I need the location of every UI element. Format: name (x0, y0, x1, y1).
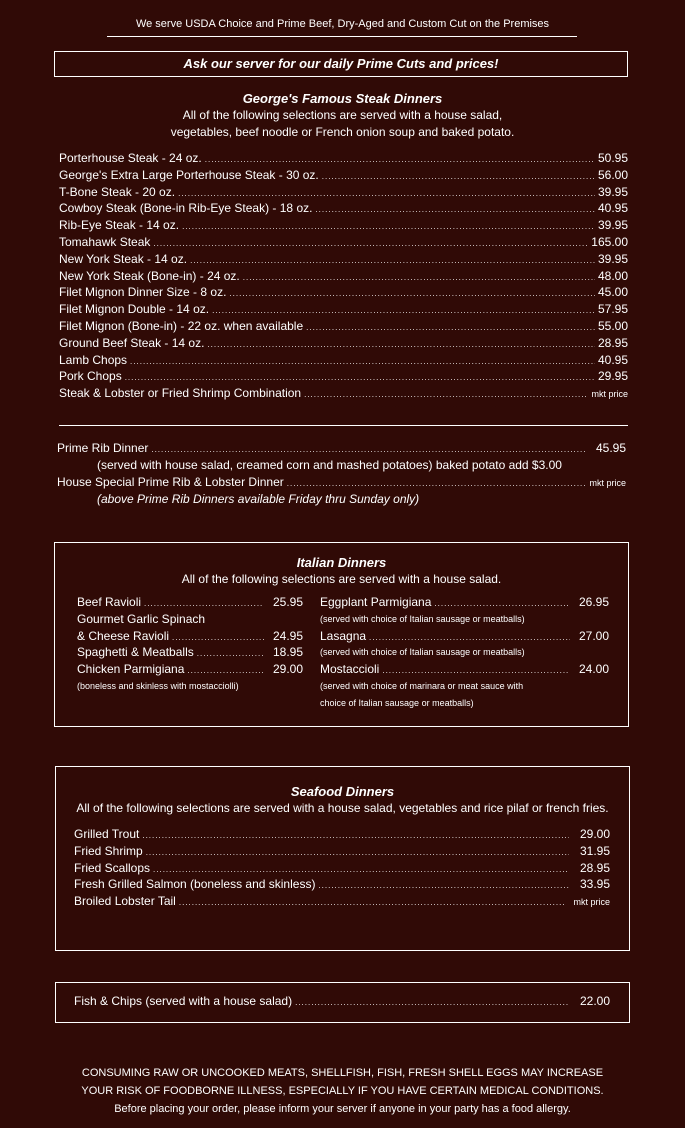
item-price: mkt price (589, 478, 626, 488)
item-name: & Cheese Ravioli (77, 628, 170, 643)
dot-leader (315, 205, 595, 215)
menu-item (59, 368, 628, 385)
item-price: 55.00 (597, 318, 628, 333)
menu-item (320, 628, 609, 645)
steak-section-title: George's Famous Steak Dinners (242, 91, 443, 106)
fish-and-chips-item (74, 993, 610, 1010)
menu-item (77, 628, 303, 645)
menu-item (77, 594, 303, 611)
item-price: 165.00 (591, 234, 628, 249)
menu-item (74, 876, 610, 893)
menu-item (74, 826, 610, 843)
item-price: 45.95 (595, 441, 626, 455)
dot-leader (434, 599, 570, 609)
item-name: House Special Prime Rib & Lobster Dinner (57, 475, 284, 489)
item-price: 29.95 (597, 369, 628, 384)
item-price: 18.95 (272, 645, 303, 660)
item-price: 24.95 (272, 628, 303, 643)
item-name: Filet Mignon Double - 14 oz. (59, 302, 210, 317)
item-name: Rib-Eye Steak - 14 oz. (59, 218, 180, 233)
dot-leader (182, 222, 595, 232)
item-price: 50.95 (597, 151, 628, 165)
item-name: Fresh Grilled Salmon (boneless and skinless) (74, 877, 316, 892)
dot-leader (207, 340, 595, 350)
menu-item (59, 184, 628, 201)
menu-item (59, 284, 628, 301)
menu-item (320, 661, 609, 678)
item-price: 24.00 (578, 662, 609, 677)
menu-item (59, 352, 628, 369)
advisory-line-2: YOUR RISK OF FOODBORNE ILLNESS, ESPECIALLY IF YOU HAVE CERTAIN MEDICAL CONDITIONS. (81, 1085, 604, 1097)
menu-item (320, 594, 609, 611)
item-name: Tomahawk Steak (59, 234, 151, 249)
item-note: (served with choice of marinara or meat sauce with (320, 680, 524, 691)
italian-section-title: Italian Dinners (296, 555, 387, 570)
item-name: New York Steak (Bone-in) - 24 oz. (59, 268, 240, 283)
dot-leader (287, 479, 587, 489)
prime-rib-lobster-item (57, 474, 626, 491)
dot-leader (142, 831, 569, 841)
dot-leader (322, 172, 595, 182)
item-price: 29.00 (272, 662, 303, 677)
dot-leader (179, 898, 567, 908)
item-price: 28.95 (579, 860, 610, 875)
item-note: (served with choice of Italian sausage or meatballs) (320, 647, 525, 658)
menu-item (59, 268, 628, 285)
menu-item (59, 150, 628, 167)
item-price: 28.95 (597, 335, 628, 350)
dot-leader (144, 599, 264, 609)
prime-rib-note: (served with house salad, creamed corn and mashed potatoes) baked potato add $3.00 (97, 458, 562, 472)
item-name: Beef Ravioli (77, 595, 142, 609)
dot-leader (187, 666, 264, 676)
item-note: (served with choice of Italian sausage or meatballs) (320, 613, 525, 624)
dot-leader (382, 666, 570, 676)
item-name: Mostaccioli (320, 662, 380, 677)
dot-leader (190, 256, 595, 266)
item-price: 31.95 (579, 843, 610, 858)
item-price: 39.95 (597, 218, 628, 233)
item-price: 56.00 (597, 167, 628, 182)
item-price: mkt price (573, 897, 610, 908)
item-name: Steak & Lobster or Fried Shrimp Combination (59, 386, 302, 401)
menu-item (59, 167, 628, 184)
item-name: George's Extra Large Porterhouse Steak - 30 oz. (59, 167, 319, 182)
item-name: Lamb Chops (59, 352, 128, 367)
item-name: Cowboy Steak (Bone-in Rib-Eye Steak) - 18 oz. (59, 201, 313, 216)
item-price: 27.00 (578, 628, 609, 643)
dot-leader (243, 273, 595, 283)
item-name: Spaghetti & Meatballs (77, 645, 194, 660)
seafood-section-title: Seafood Dinners (290, 784, 395, 799)
dot-leader (178, 189, 595, 199)
menu-item (59, 234, 628, 251)
item-price: 40.95 (597, 352, 628, 367)
item-price: 39.95 (597, 184, 628, 199)
dot-leader (229, 289, 595, 299)
item-name: Filet Mignon Dinner Size - 8 oz. (59, 285, 227, 300)
intro-divider (107, 36, 577, 37)
item-price: 45.00 (597, 285, 628, 300)
dot-leader (172, 633, 264, 643)
advisory-line-1: CONSUMING RAW OR UNCOOKED MEATS, SHELLFISH, FISH, FRESH SHELL EGGS MAY INCREASE (81, 1067, 604, 1079)
item-price: 26.95 (578, 595, 609, 609)
steak-menu-list (59, 150, 628, 402)
dot-leader (151, 445, 585, 455)
item-price: 39.95 (597, 251, 628, 266)
item-name: Broiled Lobster Tail (74, 894, 176, 909)
item-name: T-Bone Steak - 20 oz. (59, 184, 176, 199)
dot-leader (197, 649, 264, 659)
dot-leader (369, 633, 570, 643)
dot-leader (153, 239, 588, 249)
dot-leader (304, 390, 588, 400)
dot-leader (205, 155, 595, 165)
item-name: Eggplant Parmigiana (320, 595, 432, 609)
dot-leader (125, 373, 595, 383)
item-name: Porterhouse Steak - 24 oz. (59, 151, 202, 165)
seafood-menu-list (74, 826, 610, 910)
item-price: 22.00 (579, 994, 610, 1008)
item-price: mkt price (591, 389, 628, 400)
dot-leader (153, 865, 569, 875)
steak-section-desc-2: vegetables, beef noodle or French onion soup and baked potato. (170, 125, 515, 139)
item-name: Pork Chops (59, 369, 122, 384)
steak-section-desc-1: All of the following selections are served with a house salad, (182, 108, 503, 122)
allergy-notice: Before placing your order, please inform your server if anyone in your party has a food allergy. (114, 1103, 571, 1115)
item-name: Ground Beef Steak - 14 oz. (59, 335, 205, 350)
menu-item (74, 860, 610, 877)
item-price: 25.95 (272, 595, 303, 609)
menu-item (59, 385, 628, 402)
item-name: New York Steak - 14 oz. (59, 251, 188, 266)
item-price: 33.95 (579, 877, 610, 892)
menu-item-line (77, 611, 303, 628)
item-name: Gourmet Garlic Spinach (77, 611, 206, 626)
italian-left-column (77, 594, 303, 695)
item-price: 48.00 (597, 268, 628, 283)
italian-right-column (320, 594, 609, 712)
consumer-advisory (0, 1064, 685, 1118)
menu-item (59, 301, 628, 318)
item-name: Lasagna (320, 628, 367, 643)
prime-rib-availability-note: (above Prime Rib Dinners available Friday thru Sunday only) (97, 492, 420, 506)
menu-item (74, 893, 610, 910)
menu-item (59, 251, 628, 268)
italian-section-desc: All of the following selections are served with a house salad. (181, 572, 502, 586)
dot-leader (130, 357, 595, 367)
dot-leader (306, 323, 595, 333)
item-price: 57.95 (597, 302, 628, 317)
item-name: Prime Rib Dinner (57, 441, 149, 455)
prime-rib-item (57, 440, 626, 457)
item-name: Fish & Chips (served with a house salad) (74, 994, 293, 1008)
item-name: Chicken Parmigiana (77, 662, 185, 677)
intro-text: We serve USDA Choice and Prime Beef, Dry-Aged and Custom Cut on the Premises (135, 18, 550, 30)
item-name: Grilled Trout (74, 827, 140, 841)
menu-item (74, 843, 610, 860)
menu-item (77, 644, 303, 661)
menu-item (59, 217, 628, 234)
dot-leader (212, 306, 595, 316)
dot-leader (295, 998, 569, 1008)
daily-cuts-banner: Ask our server for our daily Prime Cuts and prices! (54, 51, 628, 77)
menu-item (59, 318, 628, 335)
section-divider (59, 425, 628, 426)
item-note: choice of Italian sausage or meatballs) (320, 697, 474, 708)
item-price: 29.00 (579, 827, 610, 841)
dot-leader (318, 881, 569, 891)
item-note: (boneless and skinless with mostacciolli) (77, 680, 239, 691)
item-name: Filet Mignon (Bone-in) - 22 oz. when available (59, 318, 304, 333)
dot-leader (146, 848, 569, 858)
item-price: 40.95 (597, 201, 628, 216)
seafood-section-desc: All of the following selections are served with a house salad, vegetables and rice pilaf or french fries. (76, 801, 609, 815)
menu-item (59, 200, 628, 217)
menu-item (59, 335, 628, 352)
item-name: Fried Shrimp (74, 843, 143, 858)
menu-item (77, 661, 303, 678)
item-name: Fried Scallops (74, 860, 151, 875)
